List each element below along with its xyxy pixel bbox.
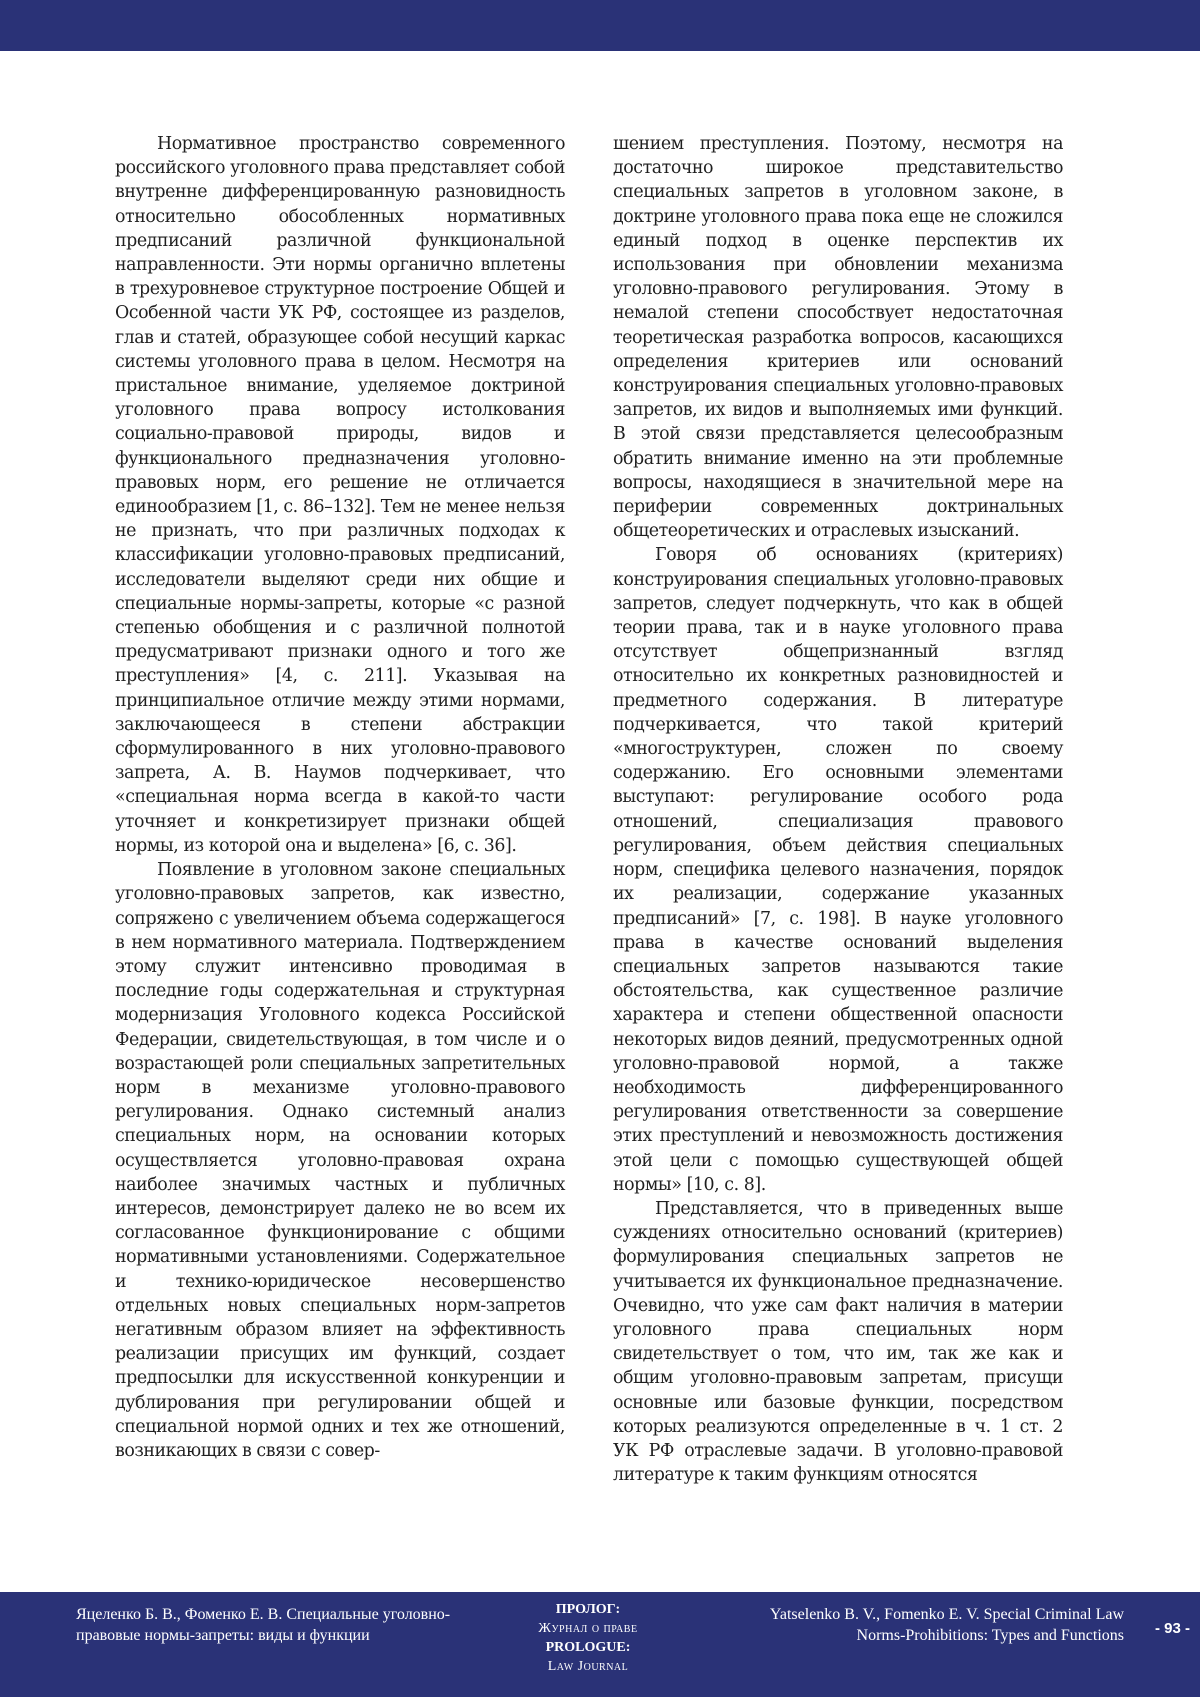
journal-title-ru: ПРОЛОГ: [555, 1602, 621, 1617]
paragraph: Говоря об основаниях (критериях) конструирования специальных уголовно-правовых запретов, следует подчеркнуть, что как в общей теории права, так и в науке уголовного права отсутствует общепризнанный взгляд относительно их конкретных разновидностей и предметного содержания. В литературе подчеркивается, что такой критерий «многоструктурен, сложен по своему содержанию. Его основными элементами выступают: регулирование особого рода отношений, специализация правового регулирования, объем действия специальных норм, специфика целевого назначения, порядок их реализации, содержание указанных предписаний» [7, с. 198]. В науке уголовного права в качестве оснований выделения специальных запретов называются такие обстоятельства, как существенное различие характера и степени общественной опасности некоторых видов деяний, предусмотренных одной уголовно-правовой нормой, а также необходимость дифференцированного регулирования ответственности за совершение этих преступлений и невозможность достижения этой цели с помощью существующей общей нормы» [10, с. 8]. [613, 545, 1063, 1195]
right-column [613, 132, 1063, 1487]
paragraph-continuation: шением преступления. Поэтому, несмотря на достаточно широкое представительство специальных запретов в уголовном законе, в доктрине уголовного права пока еще не сложился единый подход в оценке перспектив их использования при обновлении механизма уголовно-правового регулирования. Этому в немалой степени способствует недостаточная теоретическая разработка вопросов, касающихся определения критериев или оснований конструирования специальных уголовно-правовых запретов, их видов и выполняемых ими функций. В этой связи представляется целесообразным обратить внимание именно на эти проблемные вопросы, находящиеся в значительной мере на периферии современных доктринальных общетеоретических и отраслевых изысканий. [613, 134, 1063, 542]
paragraph: Нормативное пространство современного российского уголовного права представляет собой внутренне дифференцированную разновидность относительно обособленных нормативных предписаний различной функциональной направленности. Эти нормы органично вплетены в трехуровневое структурное построение Общей и Особенной части УК РФ, состоящее из разделов, глав и статей, образующее собой несущий каркас системы уголовного права в целом. Несмотря на пристальное внимание, уделяемое доктриной уголовного права вопросу истолкования социально-правовой природы, видов и функционального предназначения уголовно-правовых норм, его решение не отличается единообразием [1, с. 86–132]. Тем не менее нельзя не признать, что при различных подходах к классификации уголовно-правовых предписаний, исследователи выделяют среди них общие и специальные нормы-запреты, которые «с разной степенью обобщения и с различной полнотой предусматривают признаки одного и того же преступления» [4, с. 211]. Указывая на принципиальное отличие между этими нормами, заключающееся в степени абстракции сформулированного в них уголовно-правового запрета, А. В. Наумов подчеркивает, что «специальная норма всегда в какой-то части уточняет и конкретизирует признаки общей нормы, из которой она и выделена» [6, с. 36]. [115, 134, 565, 856]
journal-subtitle-ru: Журнал о праве [538, 1621, 638, 1636]
left-column [115, 132, 565, 1463]
journal-subtitle-en: Law Journal [547, 1659, 629, 1674]
journal-masthead [488, 1600, 688, 1676]
journal-title-en: PROLOGUE: [545, 1640, 631, 1655]
header-band [0, 0, 1200, 51]
article-body [0, 132, 1200, 1542]
footer-citation-en: Yatselenko B. V., Fomenko E. V. Special Criminal Law Norms-Prohibitions: Types and Functions [769, 1606, 1124, 1644]
footer-citation-ru: Яцеленко Б. В., Фоменко Е. В. Специальные уголовно-правовые нормы-запреты: виды и функции [76, 1606, 451, 1644]
paragraph: Появление в уголовном законе специальных уголовно-правовых запретов, как известно, сопряжено с увеличением объема содержащегося в нем нормативного материала. Подтверждением этому служит интенсивно проводимая в последние годы содержательная и структурная модернизация Уголовного кодекса Российской Федерации, свидетельствующая, в том числе и о возрастающей роли специальных запретительных норм в механизме уголовно-правового регулирования. Однако системный анализ специальных норм, на основании которых осуществляется уголовно-правовая охрана наиболее значимых частных и публичных интересов, демонстрирует далеко не во всем их согласованное функционирование с общими нормативными установлениями. Содержательное и технико-юридическое несовершенство отдельных новых специальных норм-запретов негативным образом влияет на эффективность реализации присущих им функций, создает предпосылки для искусственной конкуренции и дублирования при регулировании общей и специальной нормой одних и тех же отношений, возникающих в связи с совер- [115, 860, 565, 1461]
paragraph: Представляется, что в приведенных выше суждениях относительно оснований (критериев) формулирования специальных запретов не учитывается их функциональное предназначение. Очевидно, что уже сам факт наличия в материи уголовного права специальных норм свидетельствует о том, что им, так же как и общим уголовно-правовым запретам, присущи основные или базовые функции, посредством которых реализуются определенные в ч. 1 ст. 2 УК РФ отраслевые задачи. В уголовно-правовой литературе к таким функциям относятся [613, 1198, 1063, 1486]
footer-band [0, 1592, 1200, 1697]
page-number: - 93 - [1154, 1620, 1190, 1637]
